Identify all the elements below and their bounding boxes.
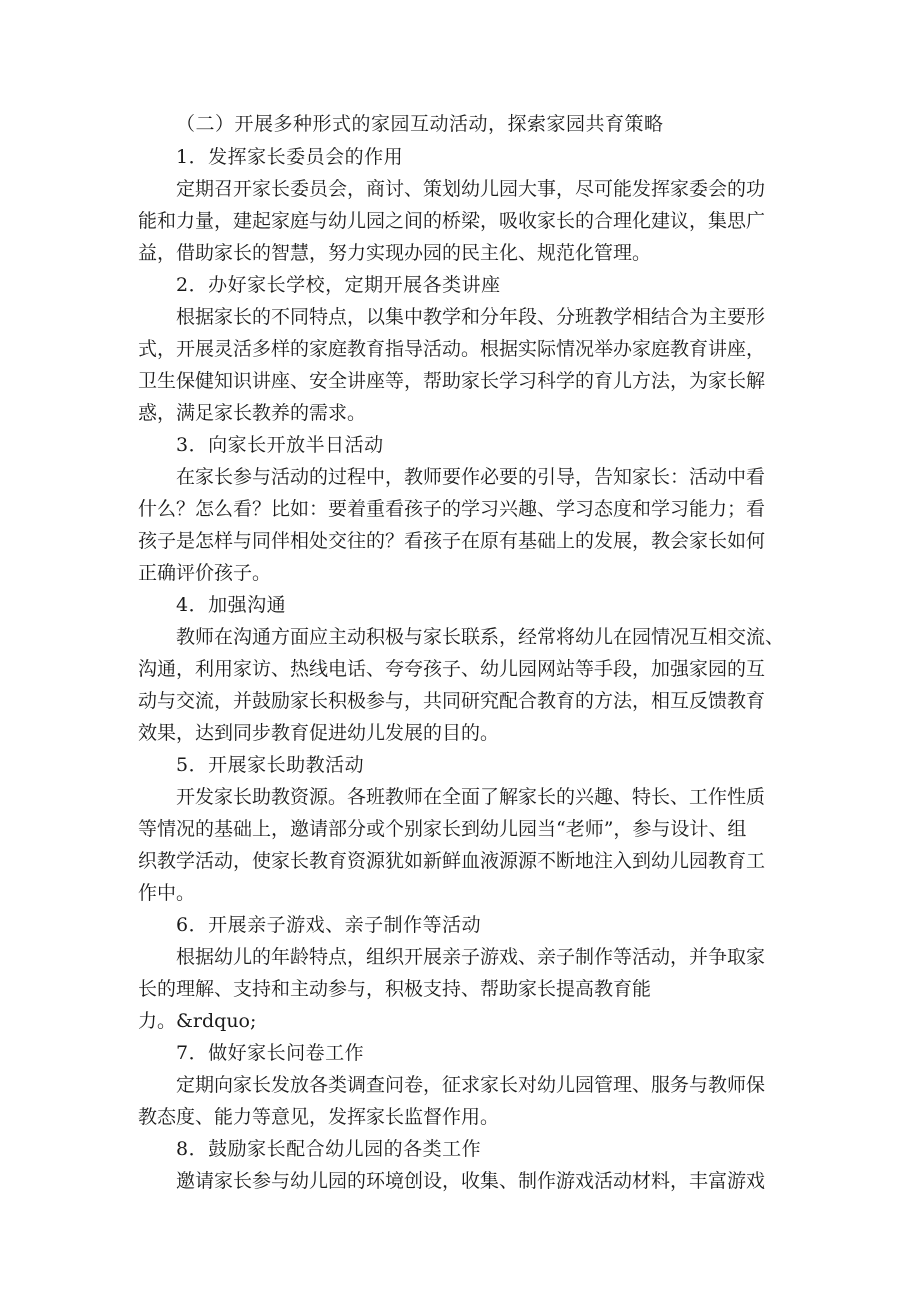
item-6-line-1: 根据幼儿的年龄特点，组织开展亲子游戏、亲子制作等活动，并争取家 bbox=[176, 946, 766, 968]
item-4-line-1: 教师在沟通方面应主动积极与家长联系，经常将幼儿在园情况互相交流、 bbox=[176, 626, 785, 648]
item-5-line-4: 作中。 bbox=[138, 882, 196, 904]
item-3-line-3: 孩子是怎样与同伴相处交往的？看孩子在原有基础上的发展，教会家长如何 bbox=[138, 530, 766, 552]
item-2-line-2: 式，开展灵活多样的家庭教育指导活动。根据实际情况举办家庭教育讲座， bbox=[138, 338, 766, 360]
item-4-line-2: 沟通，利用家访、热线电话、夸夸孩子、幼儿园网站等手段，加强家园的互 bbox=[138, 658, 766, 680]
item-3-line-4: 正确评价孩子。 bbox=[138, 562, 272, 584]
item-4-heading: 4．加强沟通 bbox=[176, 594, 287, 616]
item-7-heading: 7．做好家长问卷工作 bbox=[176, 1042, 365, 1064]
item-1-line-1: 定期召开家长委员会，商讨、策划幼儿园大事，尽可能发挥家委会的功 bbox=[176, 178, 766, 200]
item-1-line-2: 能和力量，建起家庭与幼儿园之间的桥梁，吸收家长的合理化建议，集思广 bbox=[138, 210, 766, 232]
item-8-heading: 8．鼓励家长配合幼儿园的各类工作 bbox=[176, 1138, 482, 1160]
item-8-line-1: 邀请家长参与幼儿园的环境创设，收集、制作游戏活动材料，丰富游戏 bbox=[176, 1170, 766, 1192]
section-heading: （二）开展多种形式的家园互动活动，探索家园共育策略 bbox=[176, 113, 664, 135]
item-7-line-2: 教态度、能力等意见，发挥家长监督作用。 bbox=[138, 1106, 500, 1128]
item-2-heading: 2．办好家长学校，定期开展各类讲座 bbox=[176, 274, 501, 296]
item-3-heading: 3．向家长开放半日活动 bbox=[176, 434, 384, 456]
item-3-line-1: 在家长参与活动的过程中，教师要作必要的引导，告知家长：活动中看 bbox=[176, 466, 766, 488]
item-7-line-1: 定期向家长发放各类调查问卷，征求家长对幼儿园管理、服务与教师保 bbox=[176, 1074, 766, 1096]
item-6-line-3: 力。&rdquo; bbox=[138, 1010, 257, 1032]
item-4-line-4: 效果，达到同步教育促进幼儿发展的目的。 bbox=[138, 722, 500, 744]
item-2-line-3: 卫生保健知识讲座、安全讲座等，帮助家长学习科学的育儿方法，为家长解 bbox=[138, 370, 766, 392]
item-5-line-2: 等情况的基础上，邀请部分或个别家长到幼儿园当“老师”，参与设计、组 bbox=[138, 818, 747, 840]
item-5-line-3: 织教学活动，使家长教育资源犹如新鲜血液源源不断地注入到幼儿园教育工 bbox=[138, 850, 766, 872]
item-6-line-2: 长的理解、支持和主动参与，积极支持、帮助家长提高教育能 bbox=[138, 978, 652, 1000]
item-1-heading: 1．发挥家长委员会的作用 bbox=[176, 146, 404, 168]
item-6-heading: 6．开展亲子游戏、亲子制作等活动 bbox=[176, 914, 482, 936]
item-2-line-1: 根据家长的不同特点，以集中教学和分年段、分班教学相结合为主要形 bbox=[176, 306, 766, 328]
item-5-heading: 5．开展家长助教活动 bbox=[176, 754, 365, 776]
item-2-line-4: 惑，满足家长教养的需求。 bbox=[138, 402, 367, 424]
item-1-line-3: 益，借助家长的智慧，努力实现办园的民主化、规范化管理。 bbox=[138, 242, 652, 264]
item-4-line-3: 动与交流，并鼓励家长积极参与，共同研究配合教育的方法，相互反馈教育 bbox=[138, 690, 766, 712]
item-5-line-1: 开发家长助教资源。各班教师在全面了解家长的兴趣、特长、工作性质 bbox=[176, 786, 766, 808]
item-3-line-2: 什么？怎么看？比如：要着重看孩子的学习兴趣、学习态度和学习能力；看 bbox=[138, 498, 766, 520]
